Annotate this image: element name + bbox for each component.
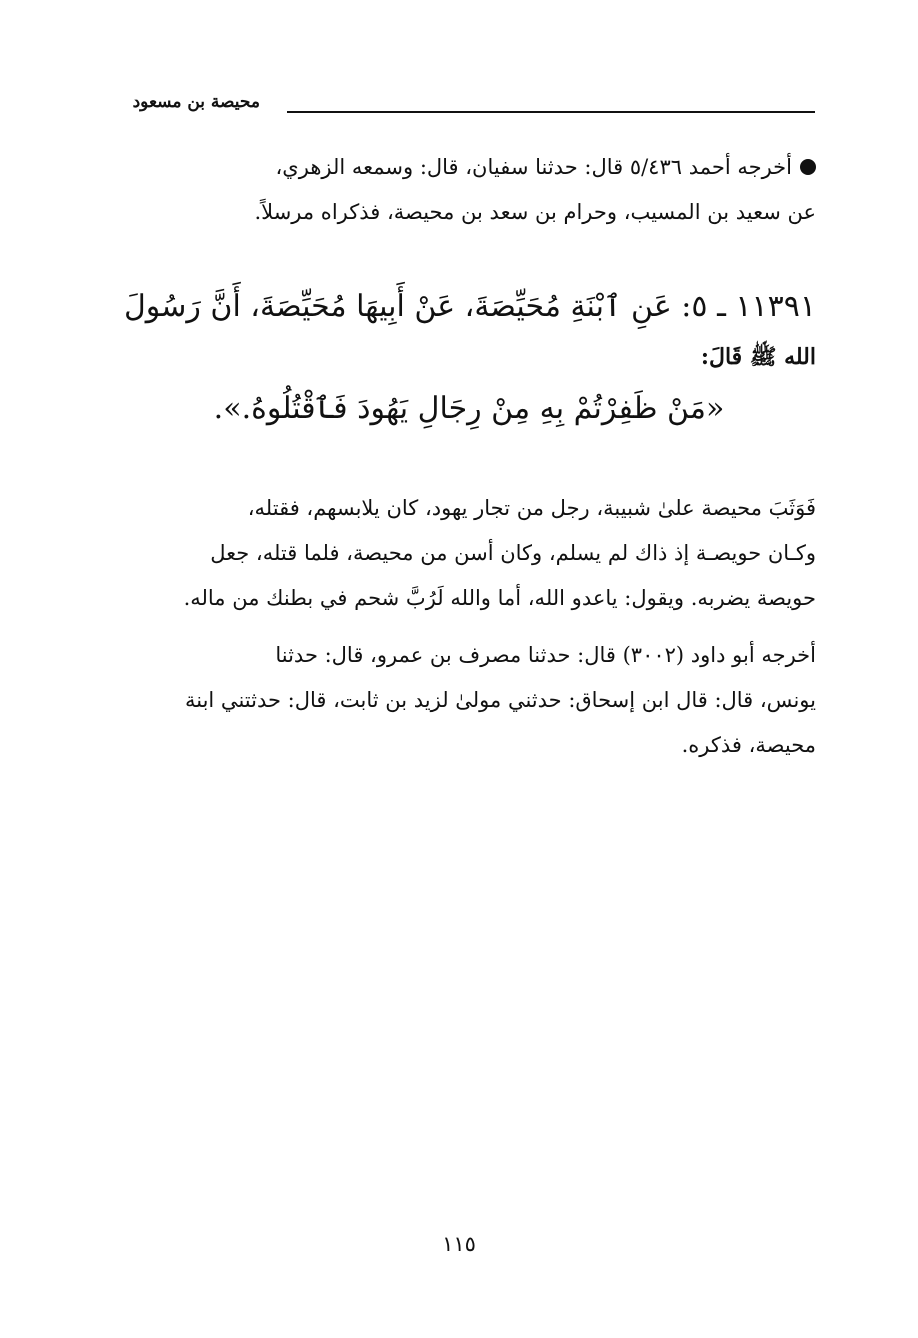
hadith-opening: ١١٣٩١ ـ ٥: عَنِ ٱبْنَةِ مُحَيِّصَةَ، عَنْ أَبِيهَا مُحَيِّصَةَ، أَنَّ رَسُولَ (123, 289, 816, 324)
takhrij-text: أخرجه أحمد ٥/٤٣٦ قال: حدثنا سفيان، قال: وسمعه الزهري، (275, 155, 792, 179)
takhrij-line (122, 145, 816, 190)
takhrij-block-1 (122, 145, 816, 235)
takhrij-line: محيصة، فذكره. (681, 733, 816, 757)
takhrij-line: عن سعيد بن المسيب، وحرام بن سعد بن محيصة، فذكراه مرسلاً. (254, 200, 816, 224)
header-rule (287, 111, 815, 113)
narrative-line: وكـان حويصـة إذ ذاك لم يسلم، وكان أسن من محيصة، فلما قتله، جعل (210, 541, 816, 565)
takhrij-line: أخرجه أبو داود (٣٠٠٢) قال: حدثنا مصرف بن عمرو، قال: حدثنا (275, 643, 816, 667)
hadith-block (122, 278, 816, 438)
page-number: ١١٥ (442, 1232, 476, 1256)
takhrij-block-2 (122, 633, 816, 768)
takhrij-line: يونس، قال: قال ابن إسحاق: حدثني مولىٰ لزيد بن ثابت، قال: حدثتني ابنة (184, 688, 816, 712)
hadith-quote: «مَنْ ظَفِرْتُمْ بِهِ مِنْ رِجَالِ يَهُودَ فَٱقْتُلُوهُ.». (213, 391, 725, 426)
hadith-continuation: الله ﷺ قَالَ: (700, 344, 816, 370)
narrative-line: فَوَثَبَ محيصة علىٰ شبيبة، رجل من تجار يهود، كان يلابسهم، فقتله، (247, 496, 816, 520)
bullet-icon (800, 159, 816, 175)
narrative-line: حويصة يضربه. ويقول: ياعدو الله، أما والله لَرُبَّ شحم في بطنك من ماله. (183, 586, 816, 610)
running-title: محيصة بن مسعود (132, 92, 260, 112)
running-header (125, 90, 815, 120)
narrative-block (122, 486, 816, 621)
